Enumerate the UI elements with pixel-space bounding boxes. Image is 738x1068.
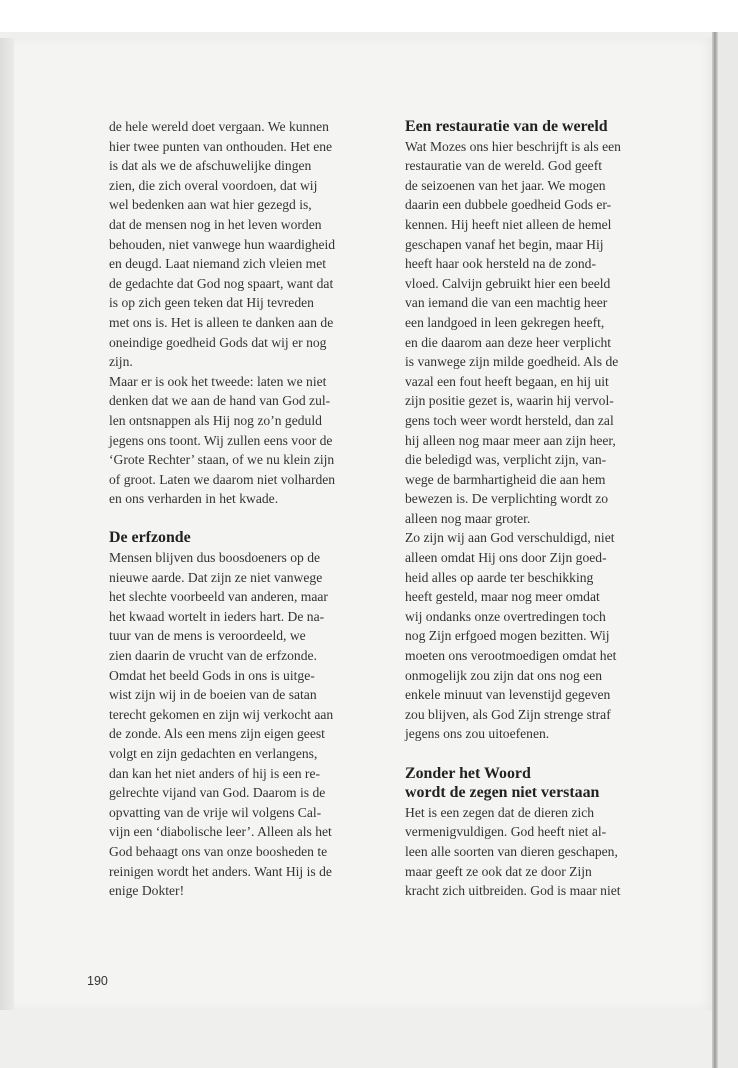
- section-heading-zonder-het-woord: [405, 764, 677, 803]
- text-line: opvatting van de vrije wil volgens Cal-: [109, 804, 322, 820]
- text-line: reinigen wordt het anders. Want Hij is de: [109, 863, 332, 879]
- text-line: wel bedenken aan wat hier gezegd is,: [109, 197, 312, 213]
- text-line: heid alles op aarde ter beschikking: [405, 569, 594, 585]
- text-line: zien, die zich overal voordoen, dat wij: [109, 177, 318, 193]
- text-line: Maar er is ook het tweede: laten we niet: [109, 373, 327, 389]
- heading-line: De erfzonde: [109, 529, 191, 547]
- text-line: wege de barmhartigheid die aan hem: [405, 471, 606, 487]
- section-gap: [109, 509, 381, 529]
- text-line: enkele minuut van levenstijd gegeven: [405, 687, 611, 703]
- text-line: geschapen vanaf het begin, maar Hij: [405, 236, 604, 252]
- text-line: dan kan het niet anders of hij is een re-: [109, 765, 321, 781]
- text-line: zijn.: [109, 354, 133, 370]
- text-line: gelrechte vijand van God. Daarom is de: [109, 785, 326, 801]
- text-line: behouden, niet vanwege hun waardigheid: [109, 236, 336, 252]
- text-line: Wat Mozes ons hier beschrijft is als een: [405, 138, 621, 154]
- text-line: jegens ons toont. Wij zullen eens voor de: [109, 432, 333, 448]
- text-line: en deugd. Laat niemand zich vleien met: [109, 256, 327, 272]
- text-line: de zonde. Als een mens zijn eigen geest: [109, 726, 325, 742]
- text-line: hij alleen nog maar meer aan zijn heer,: [405, 432, 616, 448]
- text-line: vermenigvuldigen. God heeft niet al-: [405, 824, 607, 840]
- heading-line: wordt de zegen niet verstaan: [405, 784, 600, 802]
- text-line: die beledigd was, verplicht zijn, van-: [405, 452, 607, 468]
- text-line: daarin een dubbele goedheid Gods er-: [405, 197, 612, 213]
- text-line: zien daarin de vrucht van de erfzonde.: [109, 648, 317, 664]
- text-line: len ontsnappen als Hij nog zo’n geduld: [109, 412, 322, 428]
- text-line: de hele wereld doet vergaan. We kunnen: [109, 119, 329, 134]
- text-line: hier twee punten van onthouden. Het ene: [109, 138, 333, 154]
- text-line: bewezen is. De verplichting wordt zo: [405, 491, 609, 507]
- text-line: alleen nog maar groter.: [405, 510, 531, 526]
- text-line: leen alle soorten van dieren geschapen,: [405, 843, 618, 859]
- text-line: jegens ons zou uitoefenen.: [405, 726, 550, 742]
- paragraph: [109, 372, 381, 509]
- right-column: [405, 117, 677, 901]
- text-line: volgt en zijn gedachten en verlangens,: [109, 746, 318, 761]
- section-heading-restauratie: [405, 117, 677, 137]
- text-line: vijn een ‘diabolische leer’. Alleen als het: [109, 824, 332, 840]
- text-line: oneindige goedheid Gods dat wij er nog: [109, 334, 327, 350]
- text-line: Zo zijn wij aan God verschuldigd, niet: [405, 530, 615, 546]
- text-line: of groot. Laten we daarom niet volharden: [109, 471, 336, 487]
- text-line: moeten ons verootmoedigen omdat het: [405, 648, 617, 664]
- text-line: alleen omdat Hij ons door Zijn goed-: [405, 550, 607, 566]
- text-line: enige Dokter!: [109, 883, 185, 899]
- text-line: het slechte voorbeeld van anderen, maar: [109, 589, 328, 605]
- paragraph: [109, 548, 381, 901]
- text-line: kracht zich uitbreiden. God is maar niet: [405, 883, 621, 899]
- text-line: gens toch weer wordt hersteld, dan zal: [405, 412, 614, 428]
- text-line: ‘Grote Rechter’ staan, of we nu klein zijn: [109, 452, 335, 468]
- text-line: Omdat het beeld Gods in ons is uitge-: [109, 667, 315, 683]
- text-line: onmogelijk zou zijn dat ons nog een: [405, 667, 603, 683]
- text-line: het kwaad wortelt in ieders hart. De na-: [109, 608, 325, 624]
- text-line: God behaagt ons van onze boosheden te: [109, 843, 328, 859]
- text-line: Mensen blijven dus boosdoeners op de: [109, 550, 321, 566]
- heading-line: Een restauratie van de wereld: [405, 118, 608, 135]
- paragraph: [405, 528, 677, 744]
- text-line: met ons is. Het is alleen te danken aan de: [109, 314, 334, 330]
- text-line: nog Zijn erfgoed mogen bezitten. Wij: [405, 628, 610, 644]
- text-line: heeft gesteld, maar nog meer omdat: [405, 589, 600, 605]
- text-line: vloed. Calvijn gebruikt hier een beeld: [405, 275, 611, 291]
- text-line: vazal een fout heeft begaan, en hij uit: [405, 373, 609, 389]
- paragraph: [405, 137, 677, 529]
- paragraph: [405, 803, 677, 901]
- text-line: zijn positie gezet is, waarin hij vervol-: [405, 393, 614, 409]
- text-line: is op zich geen teken dat Hij tevreden: [109, 295, 314, 311]
- next-page-edge: [718, 32, 738, 1068]
- text-line: dat de mensen nog in het leven worden: [109, 216, 322, 232]
- text-line: de seizoenen van het jaar. We mogen: [405, 177, 606, 193]
- paragraph: [109, 117, 381, 372]
- text-line: restauratie van de wereld. God geeft: [405, 158, 603, 174]
- section-heading-erfzonde: [109, 528, 381, 548]
- text-line: maar geeft ze ook dat ze door Zijn: [405, 863, 592, 879]
- text-line: wist zijn wij in de boeien van de satan: [109, 687, 317, 703]
- text-line: een landgoed in leen gekregen heeft,: [405, 314, 605, 330]
- text-line: kennen. Hij heeft niet alleen de hemel: [405, 216, 612, 232]
- text-line: van iemand die van een machtig heer: [405, 295, 608, 311]
- text-line: tuur van de mens is veroordeeld, we: [109, 628, 306, 644]
- section-gap: [405, 744, 677, 764]
- text-line: nieuwe aarde. Dat zijn ze niet vanwege: [109, 569, 323, 585]
- text-line: en ons verharden in het kwade.: [109, 491, 279, 507]
- text-line: en die daarom aan deze heer verplicht: [405, 334, 612, 350]
- text-line: is vanwege zijn milde goedheid. Als de: [405, 354, 619, 370]
- text-line: is dat als we de afschuwelijke dingen: [109, 158, 312, 174]
- page-number: 190: [87, 974, 108, 988]
- text-line: heeft haar ook hersteld na de zond-: [405, 256, 596, 272]
- text-line: zou blijven, als God Zijn strenge straf: [405, 706, 611, 722]
- text-line: terecht gekomen en zijn wij verkocht aan: [109, 706, 334, 722]
- text-line: Het is een zegen dat de dieren zich: [405, 804, 595, 820]
- text-line: wij ondanks onze overtredingen toch: [405, 608, 606, 624]
- left-column: [109, 117, 381, 901]
- heading-line: Zonder het Woord: [405, 764, 531, 782]
- page-edge: [0, 38, 14, 1010]
- text-line: de gedachte dat God nog spaart, want dat: [109, 275, 334, 291]
- text-line: denken dat we aan de hand van God zul-: [109, 393, 331, 409]
